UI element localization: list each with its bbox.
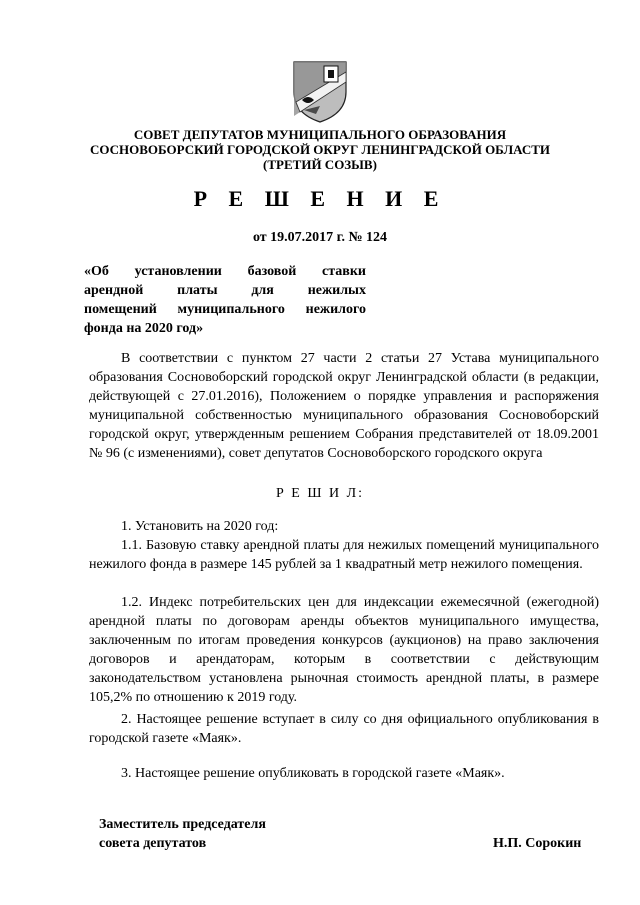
subject-line: фонда на 2020 год» xyxy=(84,321,204,336)
preamble-paragraph: В соответствии с пунктом 27 части 2 статьи 27 Устава муниципального образования Сосновоборский городской округ Ленинградской области (в редакции, действующей с 27.01.2016), Положением о порядке управления и распоряжения муниципальной собственностью муниципального образования Сосновоборский городской округ, утвержденным решением Собрания представителей от 18.09.2001 № 96 (с изменениями), совет депутатов Сосновоборского городского округа xyxy=(89,351,599,461)
municipality-name: СОСНОВОБОРСКИЙ ГОРОДСКОЙ ОКРУГ ЛЕНИНГРАДСКОЙ ОБЛАСТИ xyxy=(89,142,551,157)
document-subject xyxy=(84,262,366,338)
subject-line: арендной платы для нежилых xyxy=(84,283,366,298)
signatory-position-line: совета депутатов xyxy=(99,836,207,851)
document-date-number: от 19.07.2017 г. № 124 xyxy=(252,230,388,245)
decision-heading: Р Е Ш И Л: xyxy=(276,486,364,501)
item-1-2: 1.2. Индекс потребительских цен для индексации ежемесячной (ежегодной) арендной платы по договорам аренды объектов муниципального имущества, заключенным по итогам проведения конкурсов (аукционов) на право заключения договоров и арендаторам, которым в соответствии с действующим законодательством установлена рыночная стоимость арендной платы, в размере 105,2% по отношению к 2019 году. xyxy=(89,595,599,705)
signatory-position-line: Заместитель председателя xyxy=(99,817,266,832)
coat-of-arms-icon xyxy=(286,58,354,124)
subject-line: помещений муниципального нежилого xyxy=(84,302,366,317)
signatory-name: Н.П. Сорокин xyxy=(493,836,582,851)
document-title: Р Е Ш Е Н И Е xyxy=(193,186,447,211)
subject-line: «Об установлении базовой ставки xyxy=(84,264,366,279)
item-2: 2. Настоящее решение вступает в силу со дня официального опубликования в городской газете «Маяк». xyxy=(89,712,599,746)
item-1-1: 1.1. Базовую ставку арендной платы для нежилых помещений муниципального нежилого фонда в размере 145 рублей за 1 квадратный метр нежилого помещения. xyxy=(89,538,599,572)
convocation: (ТРЕТИЙ СОЗЫВ) xyxy=(263,157,377,172)
council-name: СОВЕТ ДЕПУТАТОВ МУНИЦИПАЛЬНОГО ОБРАЗОВАНИЯ xyxy=(133,127,507,142)
item-3: 3. Настоящее решение опубликовать в городской газете «Маяк». xyxy=(121,766,505,781)
signatory-position xyxy=(99,815,266,853)
item-1: 1. Установить на 2020 год: xyxy=(121,519,279,534)
